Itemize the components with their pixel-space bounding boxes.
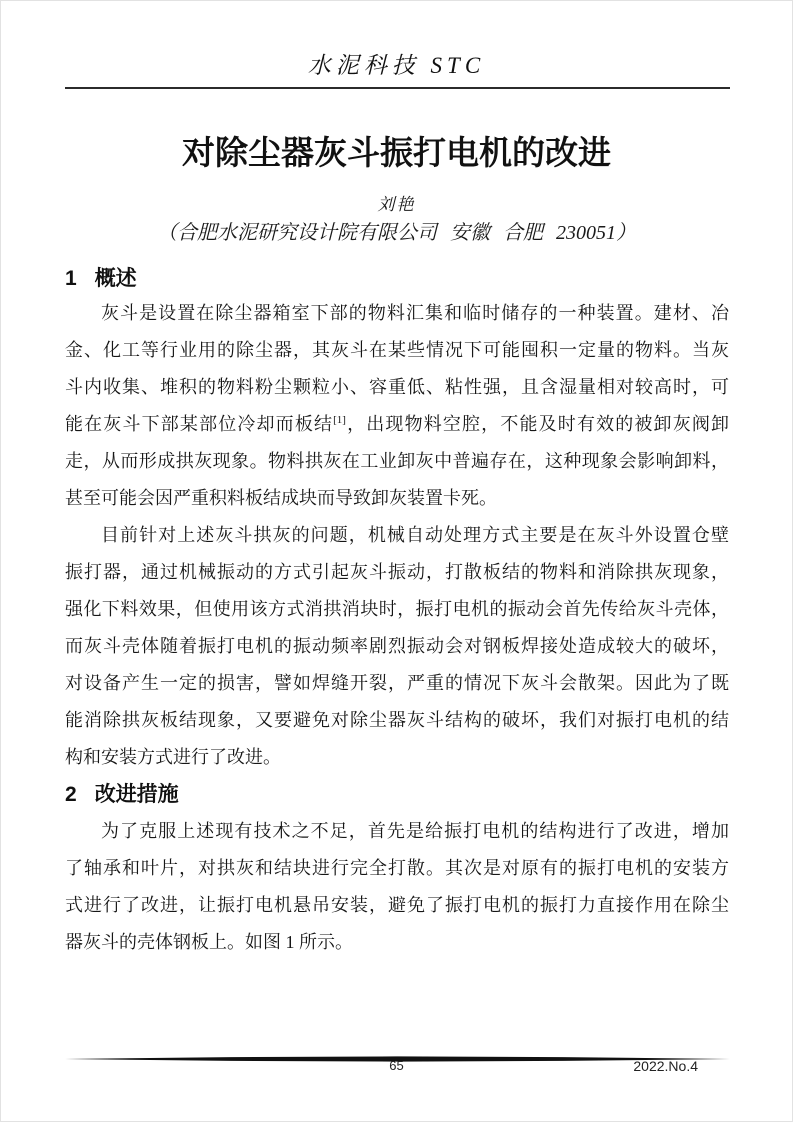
paragraph-line: 斗内收集、堆积的物料粉尘颗粒小、容重低、粘性强，且含湿量相对较高时，可	[65, 377, 729, 397]
paragraph-line: 强化下料效果，但使用该方式消拱消块时，振打电机的振动会首先传给灰斗壳体，	[65, 599, 729, 619]
journal-header: 水泥科技 STC	[307, 53, 486, 78]
paragraph-line: 了轴承和叶片，对拱灰和结块进行完全打散。其次是对原有的振打电机的安装方	[65, 858, 729, 878]
paragraph-line: 振打器，通过机械振动的方式引起灰斗振动，打散板结的物料和消除拱灰现象，	[65, 562, 729, 582]
paragraph	[65, 517, 729, 776]
paragraph-line: 目前针对上述灰斗拱灰的问题，机械自动处理方式主要是在灰斗外设置仓壁	[101, 525, 729, 545]
paragraph	[65, 813, 729, 961]
paragraph-line: 构和安装方式进行了改进。	[65, 747, 281, 767]
paragraph-line: 灰斗是设置在除尘器箱室下部的物料汇集和临时储存的一种装置。建材、冶	[101, 303, 729, 323]
section-title: 概述	[94, 267, 137, 290]
paragraph-line: 走，从而形成拱灰现象。物料拱灰在工业卸灰中普遍存在，这种现象会影响卸料，	[65, 451, 729, 471]
paragraph-line: 能消除拱灰板结现象，又要避免对除尘器灰斗结构的破坏，我们对振打电机的结	[65, 710, 729, 730]
line-text: 能在灰斗下部某部位冷却而板结	[65, 414, 334, 434]
footer-issue: 2022.No.4	[633, 1058, 698, 1074]
section-number: 2	[65, 783, 77, 806]
section-number: 1	[65, 267, 77, 290]
paragraph-line: 而灰斗壳体随着振打电机的振动频率剧烈振动会对钢板焊接处造成较大的破坏，	[65, 636, 729, 656]
paragraph-line: 器灰斗的壳体钢板上。如图 1 所示。	[65, 932, 353, 952]
paragraph-line: 甚至可能会因严重积料板结成块而导致卸灰装置卡死。	[65, 488, 497, 508]
article-affiliation: （合肥水泥研究设计院有限公司 安徽 合肥 230051）	[157, 222, 636, 244]
paragraph-line: 金、化工等行业用的除尘器，其灰斗在某些情况下可能囤积一定量的物料。当灰	[65, 340, 729, 360]
footer-rule	[65, 1050, 730, 1057]
header-rule	[65, 87, 730, 89]
section-heading-2	[65, 778, 179, 808]
paragraph	[65, 295, 729, 517]
section-heading-1	[65, 262, 137, 292]
paragraph-line: 对设备产生一定的损害，譬如焊缝开裂，严重的情况下灰斗会散架。因此为了既	[65, 673, 729, 693]
line-text: ，出现物料空腔，不能及时有效的被卸灰阀卸	[345, 414, 730, 434]
article-author: 刘艳	[377, 195, 416, 214]
citation-ref: [1]	[333, 414, 346, 426]
paragraph-line	[65, 406, 729, 443]
footer-page-number: 65	[389, 1058, 404, 1073]
paragraph-line: 式进行了改进，让振打电机悬吊安装，避免了振打电机的振打力直接作用在除尘	[65, 895, 729, 915]
article-title: 对除尘器灰斗振打电机的改进	[182, 134, 611, 171]
paragraph-line: 为了克服上述现有技术之不足，首先是给振打电机的结构进行了改进，增加	[101, 821, 729, 841]
section-title: 改进措施	[94, 783, 179, 806]
